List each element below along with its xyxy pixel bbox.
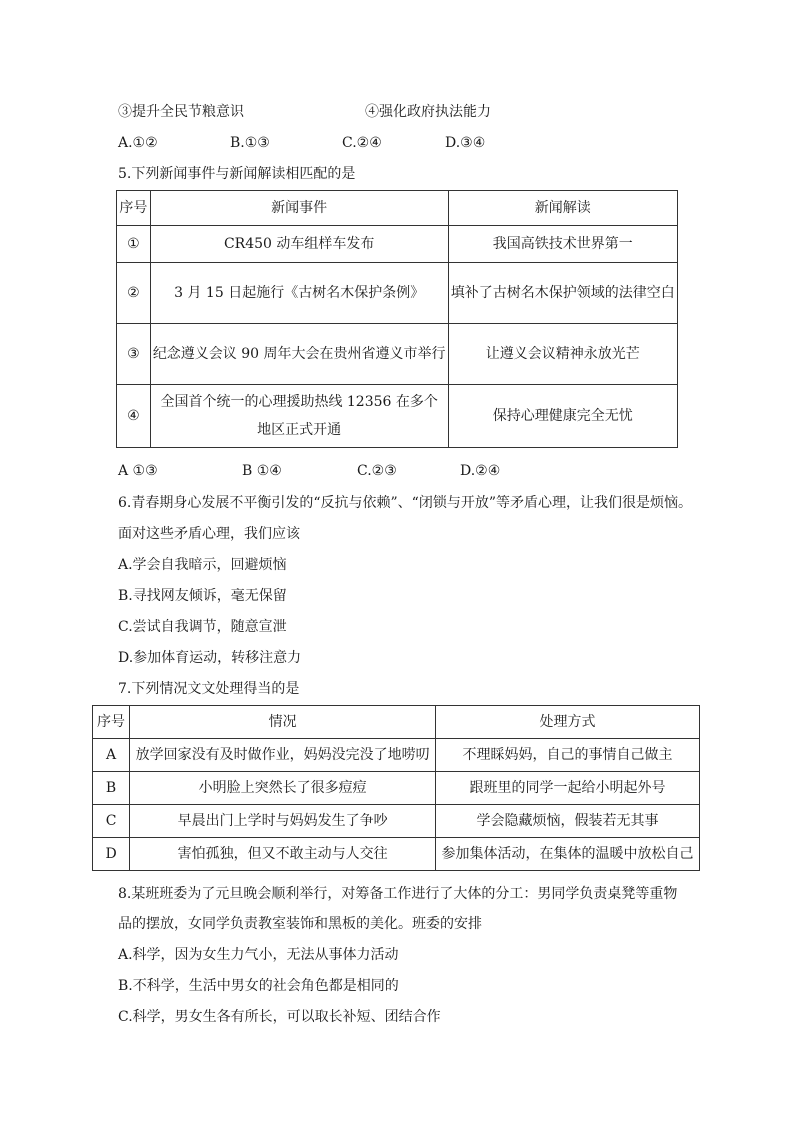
q4-item-3: ③提升全民节粮意识 xyxy=(118,104,244,120)
q5-stem: 5.下列新闻事件与新闻解读相匹配的是 xyxy=(118,166,356,182)
q6-option-d: D.参加体育运动，转移注意力 xyxy=(118,650,302,666)
header-cell: 处理方式 xyxy=(436,706,700,739)
q8-stem-line1: 8.某班班委为了元旦晚会顺利举行，对筹备工作进行了大体的分工：男同学负责桌凳等重物 xyxy=(118,886,678,902)
q4-option-a: A.①② xyxy=(118,135,158,151)
table-row xyxy=(117,385,678,448)
q4-option-d: D.③④ xyxy=(445,135,486,151)
table-cell: 放学回家没有及时做作业，妈妈没完没了地唠叨 xyxy=(130,739,436,772)
q6-option-c: C.尝试自我调节，随意宣泄 xyxy=(118,619,287,635)
table-cell: 参加集体活动，在集体的温暖中放松自己 xyxy=(436,838,700,871)
q6-option-a: A.学会自我暗示，回避烦恼 xyxy=(118,557,287,573)
table-cell: A xyxy=(93,739,130,772)
table-cell: D xyxy=(93,838,130,871)
q6-option-b: B.寻找网友倾诉，毫无保留 xyxy=(118,588,287,604)
q7-stem: 7.下列情况文文处理得当的是 xyxy=(118,681,300,697)
header-cell: 新闻事件 xyxy=(150,191,448,226)
table-cell: ③ xyxy=(117,324,151,385)
header-cell: 序号 xyxy=(93,706,130,739)
table-cell: C xyxy=(93,805,130,838)
table-cell: 保持心理健康完全无忧 xyxy=(448,385,677,448)
q4-item-4: ④强化政府执法能力 xyxy=(365,104,491,120)
table-header-row xyxy=(93,706,700,739)
table-cell: 纪念遵义会议 90 周年大会在贵州省遵义市举行 xyxy=(150,324,448,385)
table-cell: 早晨出门上学时与妈妈发生了争吵 xyxy=(130,805,436,838)
q6-stem-line2: 面对这些矛盾心理，我们应该 xyxy=(118,526,300,542)
table-row xyxy=(93,739,700,772)
table-cell: 3 月 15 日起施行《古树名木保护条例》 xyxy=(150,263,448,324)
q4-option-c: C.②④ xyxy=(342,135,382,151)
table-cell: 让遵义会议精神永放光芒 xyxy=(448,324,677,385)
table-cell: 害怕孤独，但又不敢主动与人交往 xyxy=(130,838,436,871)
table-row xyxy=(117,324,678,385)
q7-situation-table xyxy=(92,705,700,871)
table-cell: 填补了古树名木保护领域的法律空白 xyxy=(448,263,677,324)
q8-option-b: B.不科学，生活中男女的社会角色都是相同的 xyxy=(118,978,399,994)
table-cell: ② xyxy=(117,263,151,324)
table-cell: 不理睬妈妈，自己的事情自己做主 xyxy=(436,739,700,772)
table-cell: 小明脸上突然长了很多痘痘 xyxy=(130,772,436,805)
table-row xyxy=(93,772,700,805)
table-row xyxy=(93,805,700,838)
q8-option-a: A.科学，因为女生力气小，无法从事体力活动 xyxy=(118,947,399,963)
table-row xyxy=(117,263,678,324)
header-cell: 序号 xyxy=(117,191,151,226)
table-row xyxy=(93,838,700,871)
q8-stem-line2: 品的摆放，女同学负责教室装饰和黑板的美化。班委的安排 xyxy=(118,916,482,932)
header-cell: 情况 xyxy=(130,706,436,739)
table-cell: 全国首个统一的心理援助热线 12356 在多个地区正式开通 xyxy=(150,385,448,448)
table-cell: ④ xyxy=(117,385,151,448)
q4-option-b: B.①③ xyxy=(230,135,270,151)
table-cell: ① xyxy=(117,226,151,263)
table-cell: 跟班里的同学一起给小明起外号 xyxy=(436,772,700,805)
q5-news-table xyxy=(116,190,678,448)
table-cell: 我国高铁技术世界第一 xyxy=(448,226,677,263)
table-header-row xyxy=(117,191,678,226)
q5-option-a: A ①③ xyxy=(118,463,158,479)
table-cell: 学会隐藏烦恼，假装若无其事 xyxy=(436,805,700,838)
q6-stem-line1: 6.青春期身心发展不平衡引发的“反抗与依赖”、“闭锁与开放”等矛盾心理，让我们很是烦恼。 xyxy=(118,495,692,511)
q8-option-c: C.科学，男女生各有所长，可以取长补短、团结合作 xyxy=(118,1009,441,1025)
table-row xyxy=(117,226,678,263)
table-cell: CR450 动车组样车发布 xyxy=(150,226,448,263)
table-cell: B xyxy=(93,772,130,805)
q5-option-c: C.②③ xyxy=(357,463,397,479)
q5-option-b: B ①④ xyxy=(242,463,282,479)
header-cell: 新闻解读 xyxy=(448,191,677,226)
q5-option-d: D.②④ xyxy=(460,463,501,479)
